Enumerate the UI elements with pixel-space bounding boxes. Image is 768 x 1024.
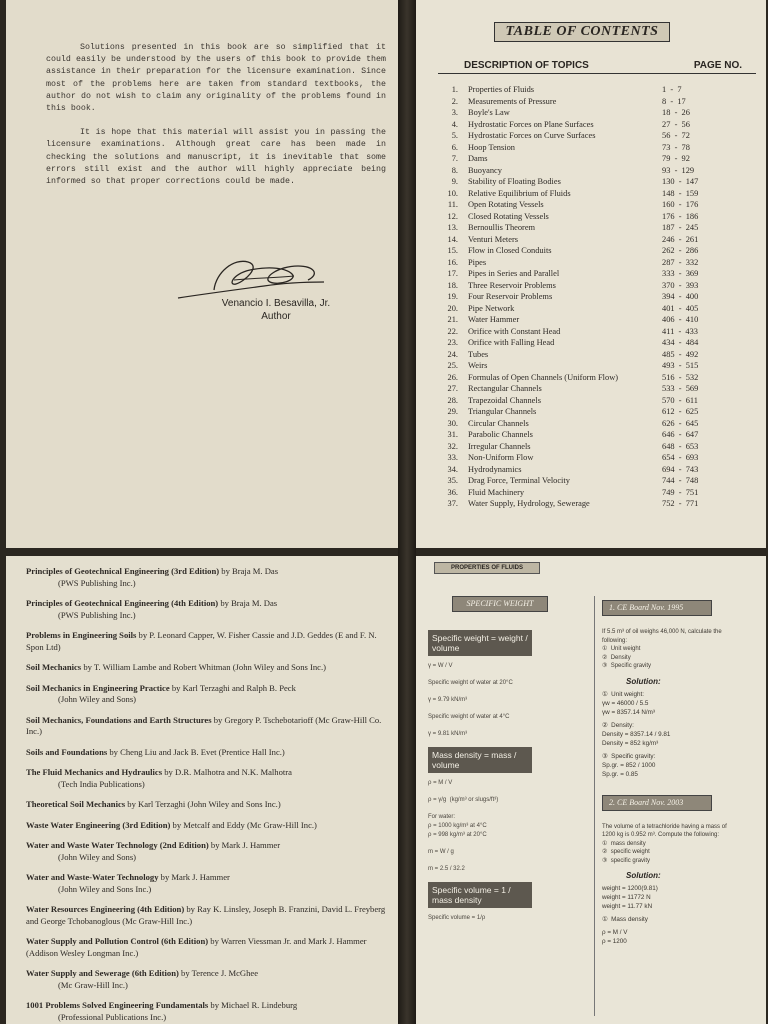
toc-row: [438, 337, 756, 349]
reference-author: by Karl Terzaghi (John Wiley and Sons Inc.): [127, 799, 281, 809]
toc-row: [438, 383, 756, 395]
toc-pages: 626 - 645: [662, 418, 699, 428]
toc-row: [438, 142, 756, 154]
toc-pages: 434 - 484: [662, 338, 699, 347]
reference-author: by Cheng Liu and Jack B. Evet (Prentice Hall Inc.): [109, 746, 285, 757]
toc-row: [438, 291, 756, 303]
toc-row: [438, 395, 756, 407]
table-of-contents-page: [410, 0, 766, 548]
toc-row: [438, 257, 756, 269]
toc-row: [438, 280, 756, 292]
toc-pages: 73 - 78: [662, 142, 690, 152]
problem-2-step-2: ① Mass density: [602, 916, 648, 923]
toc-row: [438, 268, 756, 280]
toc-topic: Hoop Tension: [468, 142, 515, 152]
toc-number: 31.: [447, 430, 458, 439]
reference-title: 1001 Problems Solved Engineering Fundamentals: [26, 1000, 209, 1010]
toc-topic: Hydrostatic Forces on Curve Surfaces: [468, 131, 596, 140]
problem-1-text: If 5.5 m³ of oil weighs 46,000 N, calculate the following: ① Unit weight ② Density ③ Specific gravity: [602, 629, 722, 669]
toc-topic: Irregular Channels: [468, 441, 531, 451]
toc-topic: Properties of Fluids: [468, 85, 535, 94]
toc-row: [438, 222, 756, 234]
toc-number: 36.: [447, 487, 458, 497]
reference-title: Water Resources Engineering (4th Edition): [26, 904, 185, 914]
toc-pages: 148 - 159: [662, 188, 699, 198]
toc-row: [438, 326, 756, 338]
toc-number: 10.: [447, 188, 458, 198]
toc-pages: 752 - 771: [662, 499, 699, 508]
reference-list: [26, 566, 396, 1024]
toc-row: [438, 234, 756, 246]
toc-pages: 401 - 405: [662, 303, 699, 313]
toc-topic: Pipes in Series and Parallel: [468, 269, 560, 278]
problem-1-step-2: ② Density: Density = 8357.14 / 9.81 Density = 852 kg/m³: [602, 721, 671, 747]
reference-publisher: (Tech India Publications): [58, 778, 145, 789]
reference-entry: [26, 683, 396, 706]
toc-number: 20.: [447, 303, 458, 313]
reference-title: Principles of Geotechnical Engineering (3rd Edition): [26, 566, 220, 576]
toc-pages: 406 - 410: [662, 315, 699, 324]
toc-row: [438, 418, 756, 430]
toc-row: [438, 211, 756, 223]
problem-2-text: The volume of a tetrachloride having a mass of 1200 kg is 0.952 m³. Compute the following: ① mass density ② specific weight ③ specific gravity: [602, 823, 727, 864]
toc-pages: 394 - 400: [662, 292, 699, 301]
toc-number: 7.: [451, 154, 458, 163]
toc-number: 6.: [451, 142, 458, 152]
reference-title: Soils and Foundations: [26, 746, 108, 757]
toc-pages: 749 - 751: [662, 487, 699, 497]
toc-pages: 648 - 653: [662, 441, 699, 451]
toc-number: 25.: [447, 361, 458, 370]
reference-publisher: (PWS Publishing Inc.): [58, 609, 136, 620]
reference-publisher: (John Wiley and Sons): [58, 694, 137, 704]
toc-number: 33.: [447, 453, 458, 462]
toc-row: [438, 303, 756, 315]
toc-topic: Hydrostatic Forces on Plane Surfaces: [468, 119, 594, 129]
toc-row: [438, 464, 756, 476]
toc-pages: 493 - 515: [662, 361, 699, 370]
toc-topic: Weirs: [468, 361, 488, 370]
preface-paragraph-1: Solutions presented in this book are so simplified that it could easily be understood by the users of this book to provide them assistance in their preparation for the licensure examination. Since most of the problems here are taken from standard textbooks, the author do not wish to claim any originality of the problems found in this book.: [46, 43, 386, 114]
toc-number: 12.: [447, 211, 458, 221]
toc-row: [438, 130, 756, 142]
reference-title: Water and Waste-Water Technology: [26, 872, 159, 882]
toc-topic: Orifice with Falling Head: [468, 338, 555, 347]
reference-entry: [26, 904, 396, 927]
toc-row: [438, 245, 756, 257]
references-page: [6, 556, 404, 1024]
reference-author: by T. William Lambe and Robert Whitman (John Wiley and Sons Inc.): [83, 662, 326, 672]
toc-topic: Fluid Machinery: [468, 487, 525, 497]
toc-number: 1.: [451, 85, 458, 94]
toc-number: 24.: [447, 349, 458, 359]
toc-pages: 287 - 332: [662, 257, 699, 267]
formula-mass: m = W / g: [428, 849, 454, 855]
toc-title: TABLE OF CONTENTS: [494, 22, 670, 42]
reference-title: Principles of Geotechnical Engineering (4th Edition): [26, 598, 219, 608]
toc-pages: 262 - 286: [662, 246, 699, 255]
toc-number: 8.: [451, 165, 458, 175]
reference-title: Soil Mechanics in Engineering Practice: [26, 682, 170, 693]
toc-number: 3.: [451, 108, 458, 117]
toc-number: 13.: [447, 223, 458, 232]
toc-pages: 333 - 369: [662, 269, 699, 278]
toc-row: [438, 107, 756, 119]
reference-author: by Braja M. Das: [220, 598, 278, 608]
toc-topic: Four Reservoir Problems: [468, 292, 553, 301]
reference-author: by Michael R. Lindeburg: [210, 1000, 298, 1010]
reference-title: Theoretical Soil Mechanics: [26, 799, 126, 809]
reference-publisher: (Professional Publications Inc.): [58, 1011, 167, 1022]
toc-row: [438, 441, 756, 453]
toc-row: [438, 349, 756, 361]
toc-pages: 160 - 176: [662, 200, 699, 209]
toc-topic: Rectangular Channels: [468, 384, 542, 393]
toc-row: [438, 487, 756, 499]
reference-author: by Mark J. Hammer: [210, 840, 281, 850]
toc-row: [438, 475, 756, 487]
toc-pages: 654 - 693: [662, 453, 699, 462]
toc-row: [438, 165, 756, 177]
toc-pages: 8 - 17: [662, 96, 686, 106]
toc-topic: Closed Rotating Vessels: [468, 211, 549, 221]
mass-density-formula-box: Mass density = mass / volume: [428, 747, 532, 773]
problem-2-step-1: weight = 1200(9.81) weight = 11772 N weight = 11.77 kN: [602, 885, 658, 910]
toc-topic: Measurements of Pressure: [468, 96, 557, 106]
toc-pages: 176 - 186: [662, 211, 699, 221]
toc-number: 11.: [447, 200, 458, 209]
reference-entry: [26, 799, 396, 811]
toc-topic: Flow in Closed Conduits: [468, 246, 552, 255]
reference-entry: [26, 840, 396, 863]
toc-topic: Venturi Meters: [468, 234, 519, 244]
reference-author: by Braja M. Das: [221, 566, 279, 576]
toc-topic: Circular Channels: [468, 418, 529, 428]
reference-entry: [26, 566, 396, 589]
toc-number: 15.: [447, 246, 458, 255]
toc-row: [438, 119, 756, 131]
toc-number: 28.: [447, 395, 458, 405]
preface-text: [46, 42, 386, 200]
toc-number: 34.: [447, 464, 458, 474]
toc-pages: 93 - 129: [662, 165, 695, 175]
toc-pages: 533 - 569: [662, 384, 699, 393]
toc-col-page: PAGE NO.: [693, 60, 742, 71]
formula-specific-volume: Specific volume = 1/ρ: [428, 915, 486, 921]
toc-topic: Pipes: [468, 257, 487, 267]
problem-2-step-3: ρ = M / V ρ = 1200: [602, 929, 628, 945]
preface-paragraph-2: It is hope that this material will assist you in passing the licensure examinations. Although great care has been made in checking the solutions and manuscript, it is inevitable that some errors still exist and the author will highly appreciate being informed so that proper corrections could be made.: [46, 128, 386, 187]
reference-entry: [26, 1000, 396, 1023]
problems-column: [602, 600, 760, 950]
toc-pages: 516 - 532: [662, 372, 699, 382]
reference-entry: [26, 598, 396, 621]
toc-topic: Parabolic Channels: [468, 430, 533, 439]
toc-row: [438, 153, 756, 165]
reference-author: by Mark J. Hammer: [160, 872, 230, 882]
toc-row: [438, 314, 756, 326]
toc-number: 16.: [447, 257, 458, 267]
reference-entry: [26, 872, 396, 895]
reference-author: by Warren Viessman Jr. and Mark J. Hammer (Addison Wesley Longman Inc.): [26, 936, 367, 958]
toc-number: 23.: [447, 338, 458, 347]
toc-number: 2.: [451, 96, 458, 106]
toc-number: 21.: [447, 315, 458, 324]
toc-pages: 56 - 72: [662, 131, 690, 140]
toc-pages: 744 - 748: [662, 476, 699, 485]
toc-topic: Formulas of Open Channels (Uniform Flow): [468, 372, 619, 382]
reference-title: Water Supply and Sewerage (6th Edition): [26, 968, 179, 978]
author-role: Author: [261, 311, 291, 322]
toc-number: 4.: [451, 119, 458, 129]
toc-topic: Stability of Floating Bodies: [468, 177, 561, 186]
reference-entry: [26, 767, 396, 790]
reference-entry: [26, 747, 396, 759]
toc-pages: 411 - 433: [662, 326, 698, 336]
reference-title: Water Supply and Pollution Control (6th Edition): [26, 936, 209, 946]
note-water-20c: Specific weight of water at 20°C: [428, 680, 513, 686]
toc-number: 14.: [447, 234, 458, 244]
toc-row: [438, 96, 756, 108]
problem-1-header: 1. CE Board Nov. 1995: [602, 600, 712, 616]
toc-list: [438, 84, 756, 510]
problem-1-step-3: ③ Specific gravity: Sp.gr. = 852 / 1000 Sp.gr. = 0.85: [602, 752, 656, 778]
toc-topic: Trapezoidal Channels: [468, 395, 541, 405]
reference-title: Problems in Engineering Soils: [26, 630, 137, 640]
toc-topic: Buoyancy: [468, 165, 502, 175]
running-head: PROPERTIES OF FLUIDS: [434, 562, 540, 574]
specific-weight-page: [410, 556, 766, 1024]
toc-pages: 79 - 92: [662, 154, 690, 163]
toc-number: 9.: [451, 177, 458, 186]
reference-author: by Karl Terzaghi and Ralph B. Peck: [171, 682, 296, 693]
problem-2-solution-label: Solution:: [626, 871, 661, 880]
toc-row: [438, 452, 756, 464]
formula-gamma: γ = W / V: [428, 663, 453, 669]
toc-topic: Orifice with Constant Head: [468, 326, 561, 336]
toc-pages: 646 - 647: [662, 430, 699, 439]
toc-pages: 694 - 743: [662, 464, 699, 474]
toc-topic: Drag Force, Terminal Velocity: [468, 476, 570, 485]
problem-1-step-1: ① Unit weight: γw = 46000 / 5.5 γw = 8357.14 N/m³: [602, 690, 656, 716]
toc-pages: 130 - 147: [662, 177, 699, 186]
toc-number: 35.: [447, 476, 458, 485]
toc-row: [438, 429, 756, 441]
reference-entry: [26, 630, 396, 653]
reference-author: by D.R. Malhotra and N.K. Malhotra: [164, 767, 292, 777]
problem-1-solution-label: Solution:: [626, 676, 661, 686]
specific-volume-formula-box: Specific volume = 1 / mass density: [428, 882, 532, 908]
toc-pages: 612 - 625: [662, 407, 699, 416]
toc-topic: Non-Uniform Flow: [468, 453, 534, 462]
reference-author: by P. Leonard Capper, W. Fisher Cassie and J.D. Geddes (E and F. N. Spon Ltd): [26, 630, 377, 652]
toc-topic: Water Supply, Hydrology, Sewerage: [468, 499, 590, 508]
toc-number: 30.: [447, 418, 458, 428]
formula-mass-example: m = 2.5 / 32.2: [428, 866, 465, 872]
reference-title: Soil Mechanics, Foundations and Earth Structures: [26, 714, 212, 725]
toc-number: 5.: [451, 131, 458, 140]
toc-number: 32.: [447, 441, 458, 451]
toc-header: [438, 58, 756, 74]
toc-topic: Triangular Channels: [468, 407, 537, 416]
toc-topic: Water Hammer: [468, 315, 520, 324]
toc-topic: Three Reservoir Problems: [468, 280, 556, 290]
toc-topic: Tubes: [468, 349, 489, 359]
toc-topic: Open Rotating Vessels: [468, 200, 544, 209]
toc-number: 27.: [447, 384, 458, 393]
toc-topic: Dams: [468, 154, 488, 163]
reference-publisher: (PWS Publishing Inc.): [58, 577, 136, 588]
reference-title: The Fluid Mechanics and Hydraulics: [26, 767, 163, 777]
toc-pages: 27 - 56: [662, 119, 690, 129]
note-water-4c: Specific weight of water at 4°C: [428, 714, 510, 720]
toc-topic: Hydrodynamics: [468, 464, 522, 474]
reference-title: Soil Mechanics: [26, 662, 82, 672]
toc-number: 18.: [447, 280, 458, 290]
formula-column: [428, 596, 588, 931]
specific-weight-formula-box: Specific weight = weight / volume: [428, 630, 532, 656]
book-gutter: [398, 0, 416, 1024]
toc-pages: 187 - 245: [662, 223, 699, 232]
toc-number: 17.: [447, 269, 458, 278]
toc-topic: Bernoullis Theorem: [468, 223, 536, 232]
reference-entry: [26, 715, 396, 738]
problem-2-header: 2. CE Board Nov. 2003: [602, 795, 712, 811]
reference-author: by Ray K. Linsley, Joseph B. Franzini, David L. Freyberg and George Tchobanoglous (Mc Graw-Hill Inc.): [26, 904, 386, 926]
reference-author: by Gregory P. Tschebotarioff (Mc Graw-Hill Co. Inc.): [26, 714, 382, 736]
toc-row: [438, 360, 756, 372]
note-water-density: For water: ρ = 1000 kg/m³ at 4°C ρ = 998 kg/m³ at 20°C: [428, 814, 487, 838]
toc-row: [438, 498, 756, 510]
reference-author: by Metcalf and Eddy (Mc Graw-Hill Inc.): [172, 819, 317, 830]
toc-row: [438, 372, 756, 384]
reference-publisher: (Mc Graw-Hill Inc.): [58, 979, 128, 990]
reference-title: Water and Waste Water Technology (2nd Edition): [26, 840, 209, 850]
note-water-20c-value: γ = 9.79 kN/m³: [428, 697, 468, 703]
reference-publisher: (John Wiley and Sons Inc.): [58, 883, 152, 894]
formula-rho: ρ = M / V: [428, 780, 453, 786]
section-banner: SPECIFIC WEIGHT: [452, 596, 548, 612]
reference-entry: [26, 820, 396, 832]
toc-row: [438, 199, 756, 211]
reference-entry: [26, 936, 396, 959]
toc-number: 19.: [447, 292, 458, 301]
toc-row: [438, 84, 756, 96]
author-name: Venancio I. Besavilla, Jr.: [221, 298, 331, 309]
reference-title: Waste Water Engineering (3rd Edition): [26, 819, 171, 830]
toc-pages: 485 - 492: [662, 349, 699, 359]
reference-entry: [26, 968, 396, 991]
column-divider: [594, 596, 595, 1016]
toc-number: 22.: [447, 326, 458, 336]
toc-topic: Pipe Network: [468, 303, 515, 313]
toc-pages: 246 - 261: [662, 234, 699, 244]
toc-pages: 1 - 7: [662, 85, 682, 94]
toc-row: [438, 176, 756, 188]
toc-number: 37.: [447, 499, 458, 508]
formula-rho-gamma: ρ = γ/g (kg/m³ or slugs/ft³): [428, 797, 499, 803]
note-water-4c-value: γ = 9.81 kN/m³: [428, 731, 468, 737]
reference-author: by Terence J. McGhee: [181, 968, 259, 978]
toc-row: [438, 188, 756, 200]
toc-pages: 570 - 611: [662, 395, 698, 405]
reference-entry: [26, 662, 396, 674]
toc-number: 26.: [447, 372, 458, 382]
toc-topic: Boyle's Law: [468, 108, 510, 117]
toc-topic: Relative Equilibrium of Fluids: [468, 188, 571, 198]
toc-row: [438, 406, 756, 418]
toc-col-description: DESCRIPTION OF TOPICS: [464, 60, 589, 71]
toc-pages: 18 - 26: [662, 108, 690, 117]
toc-number: 29.: [447, 407, 458, 416]
toc-pages: 370 - 393: [662, 280, 699, 290]
preface-page: [6, 0, 404, 548]
reference-publisher: (John Wiley and Sons): [58, 851, 137, 862]
